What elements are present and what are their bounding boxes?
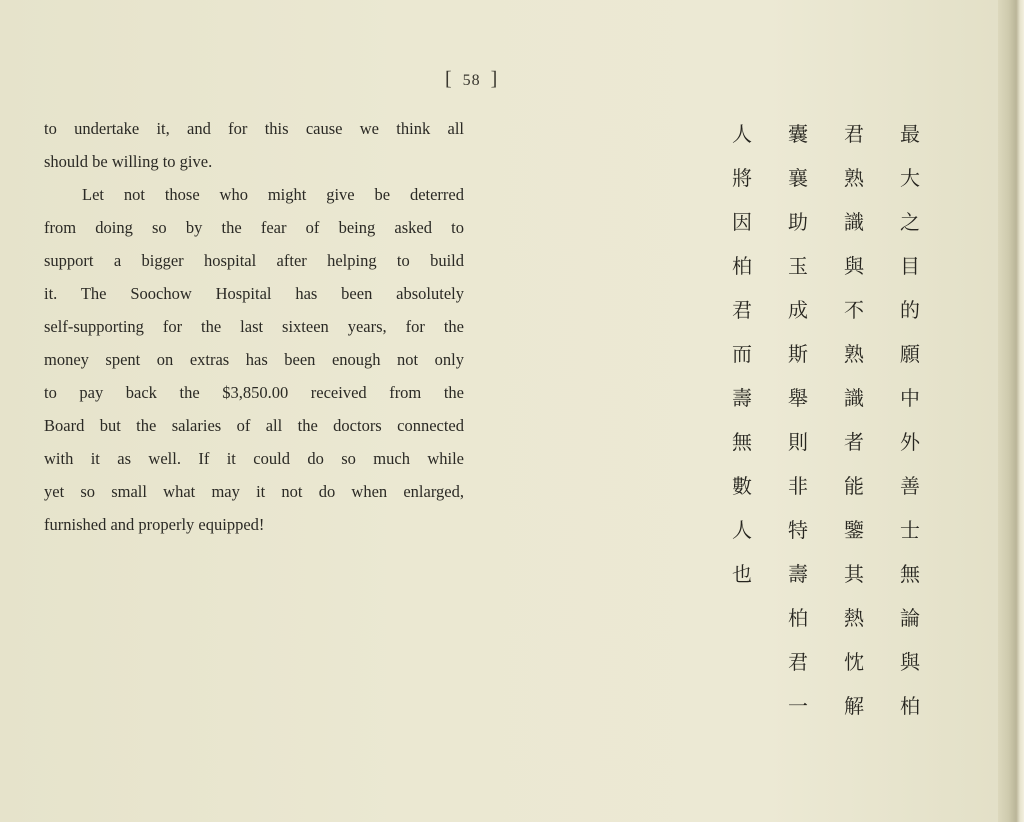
english-line: to pay back the $3,850.00 received from the [44, 383, 464, 402]
chinese-char: 最 [900, 122, 920, 146]
chinese-char: 非 [788, 474, 808, 498]
chinese-char: 忱 [844, 650, 864, 674]
bracket-right: ] [490, 68, 499, 90]
chinese-column [722, 112, 762, 596]
chinese-char: 成 [788, 298, 808, 322]
chinese-char: 熟 [844, 166, 864, 190]
english-line: with it as well. If it could do so much while [44, 449, 464, 468]
chinese-char: 壽 [788, 562, 808, 586]
chinese-char: 人 [732, 518, 752, 542]
bracket-left: [ [445, 68, 453, 90]
page-edge [998, 0, 1024, 822]
chinese-char: 其 [844, 562, 864, 586]
chinese-column [834, 112, 874, 728]
chinese-char: 熟 [844, 342, 864, 366]
chinese-char: 數 [732, 474, 752, 498]
chinese-char: 因 [732, 210, 752, 234]
chinese-char: 襄 [788, 166, 808, 190]
chinese-char: 解 [844, 694, 864, 718]
chinese-char: 柏 [900, 694, 920, 718]
chinese-column [890, 112, 930, 728]
chinese-char: 與 [900, 650, 920, 674]
english-line: Let not those who might give be deterred [82, 185, 464, 204]
chinese-char: 無 [900, 562, 920, 586]
chinese-char: 柏 [788, 606, 808, 630]
chinese-char: 識 [844, 210, 864, 234]
english-line: yet so small what may it not do when enlarged, [44, 482, 464, 501]
chinese-char: 玉 [788, 254, 808, 278]
chinese-char: 囊 [788, 122, 808, 146]
english-line: Board but the salaries of all the doctors connected [44, 416, 464, 435]
chinese-char: 則 [788, 430, 808, 454]
chinese-char: 不 [844, 298, 864, 322]
page-number [445, 68, 525, 91]
chinese-char: 中 [900, 386, 920, 410]
chinese-char: 無 [732, 430, 752, 454]
english-text-block [44, 116, 464, 545]
chinese-char: 者 [844, 430, 864, 454]
chinese-char: 將 [732, 166, 752, 190]
chinese-char: 能 [844, 474, 864, 498]
chinese-char: 君 [788, 650, 808, 674]
english-line: self-supporting for the last sixteen years, for the [44, 317, 464, 336]
chinese-char: 君 [732, 298, 752, 322]
chinese-char: 願 [900, 342, 920, 366]
chinese-char: 之 [900, 210, 920, 234]
chinese-char: 舉 [788, 386, 808, 410]
english-line: to undertake it, and for this cause we think all [44, 119, 464, 138]
chinese-char: 的 [900, 298, 920, 322]
chinese-column [778, 112, 818, 728]
english-line: it. The Soochow Hospital has been absolutely [44, 284, 464, 303]
english-line: should be willing to give. [44, 152, 213, 171]
english-line: money spent on extras has been enough not only [44, 350, 464, 369]
chinese-char: 目 [900, 254, 920, 278]
page-number-value: 58 [462, 72, 481, 89]
chinese-char: 論 [900, 606, 920, 630]
english-line: support a bigger hospital after helping to build [44, 251, 464, 270]
chinese-char: 助 [788, 210, 808, 234]
english-line: furnished and properly equipped! [44, 515, 265, 534]
chinese-char: 外 [900, 430, 920, 454]
chinese-char: 人 [732, 122, 752, 146]
chinese-char: 士 [900, 518, 920, 542]
chinese-char: 善 [900, 474, 920, 498]
chinese-text-block [720, 112, 940, 732]
chinese-char: 特 [788, 518, 808, 542]
chinese-char: 一 [788, 694, 808, 718]
chinese-char: 識 [844, 386, 864, 410]
chinese-char: 斯 [788, 342, 808, 366]
chinese-char: 大 [900, 166, 920, 190]
chinese-char: 君 [844, 122, 864, 146]
chinese-char: 壽 [732, 386, 752, 410]
chinese-char: 鑒 [844, 518, 864, 542]
chinese-char: 而 [732, 342, 752, 366]
chinese-char: 柏 [732, 254, 752, 278]
chinese-char: 熱 [844, 606, 864, 630]
chinese-char: 與 [844, 254, 864, 278]
chinese-char: 也 [732, 562, 752, 586]
english-line: from doing so by the fear of being asked to [44, 218, 464, 237]
